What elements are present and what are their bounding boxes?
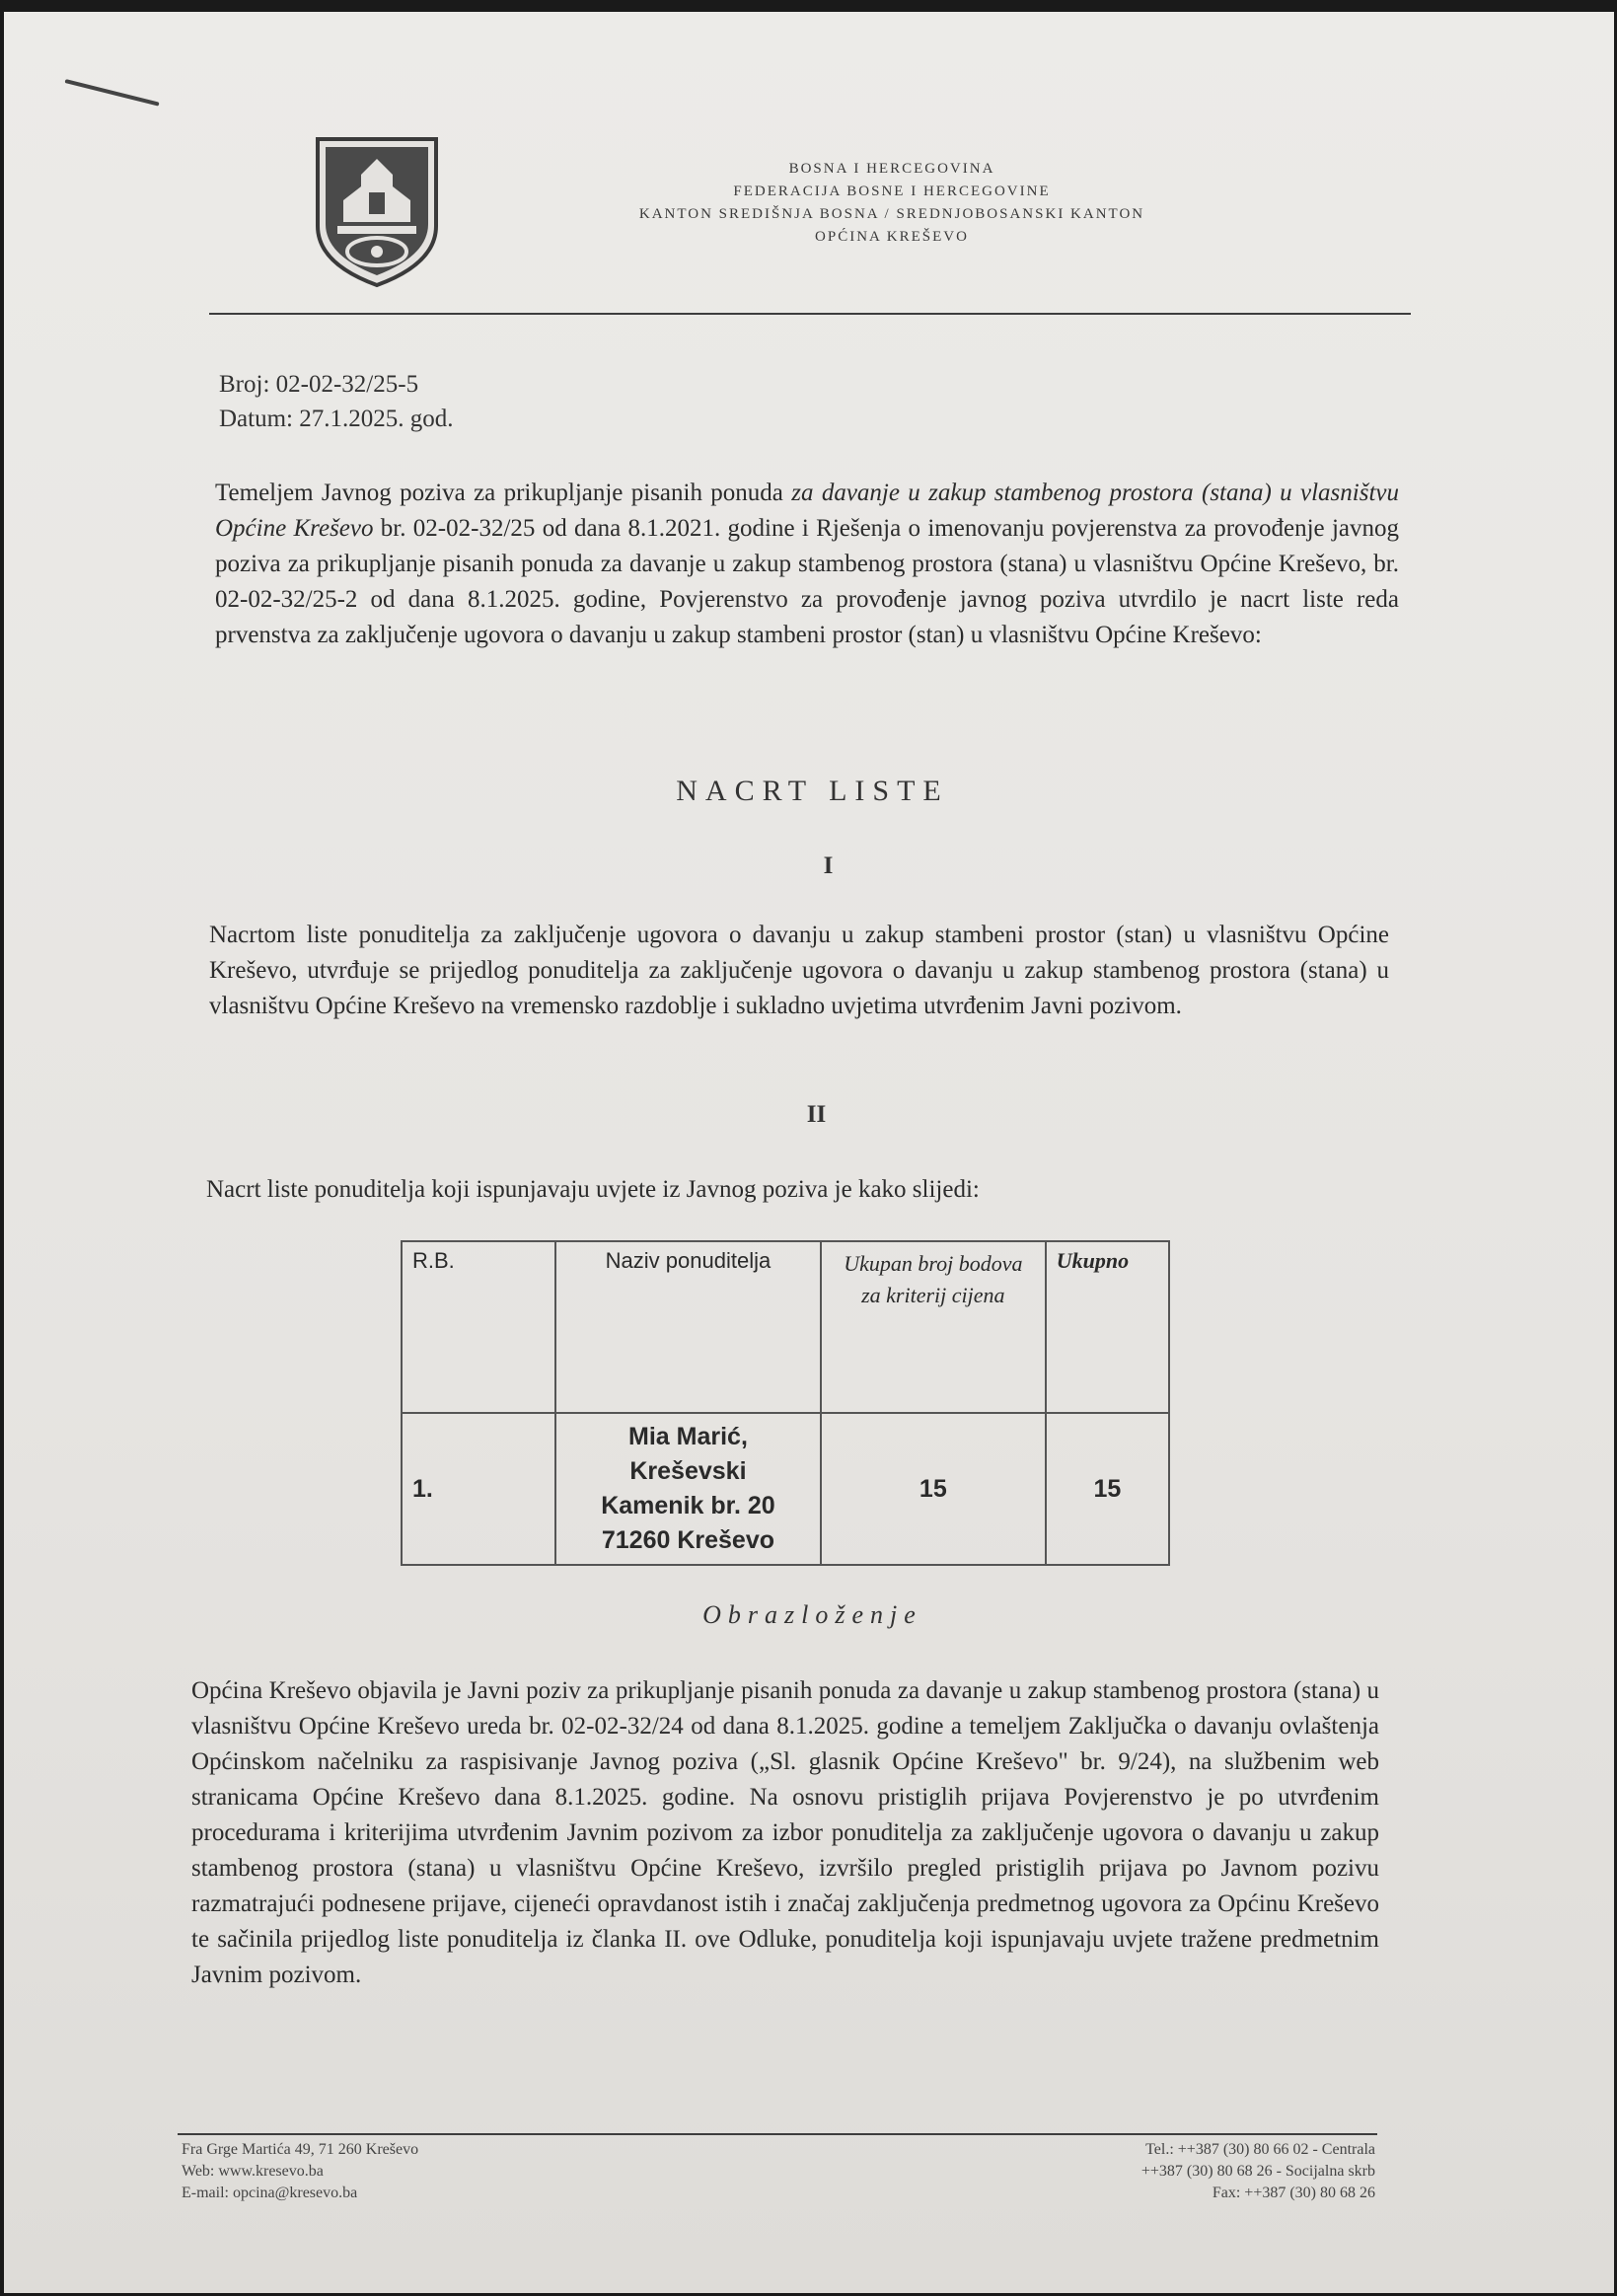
cell-naziv (555, 1413, 821, 1565)
footer-contact-right (1000, 2139, 1375, 2204)
document-page (4, 12, 1614, 2293)
footer-fax: Fax: ++387 (30) 80 68 26 (1212, 2185, 1375, 2201)
header-divider (209, 313, 1411, 315)
section-numeral-1: I (823, 852, 834, 879)
letterhead-line-municipality: OPĆINA KREŠEVO (815, 229, 969, 245)
document-date: Datum: 27.1.2025. god. (219, 406, 454, 432)
header-bodovi: Ukupan broj bodova za kriterij cijena (821, 1241, 1046, 1413)
footer-tel-central: Tel.: ++387 (30) 80 66 02 - Centrala (1145, 2141, 1375, 2158)
bidder-address-2: Kamenik br. 20 (601, 1492, 775, 1519)
section-2-paragraph: Nacrt liste ponuditelja koji ispunjavaju uvjete iz Javnog poziva je kako slijedi: (206, 1176, 980, 1203)
cell-rb: 1. (402, 1413, 555, 1565)
header-ukupno: Ukupno (1046, 1241, 1169, 1413)
table-header-row (402, 1241, 1169, 1413)
letterhead-line-country: BOSNA I HERCEGOVINA (788, 161, 995, 177)
section-numeral-2: II (806, 1101, 827, 1128)
cell-bodovi: 15 (821, 1413, 1046, 1565)
letterhead-line-canton: KANTON SREDIŠNJA BOSNA / SREDNJOBOSANSKI KANTON (638, 206, 1145, 222)
document-title: NACRT LISTE (676, 775, 949, 807)
pen-mark (65, 79, 160, 107)
table-row (402, 1413, 1169, 1565)
footer-web: Web: www.kresevo.ba (182, 2163, 324, 2180)
letterhead-line-federation: FEDERACIJA BOSNE I HERCEGOVINE (733, 184, 1051, 199)
footer-tel-social: ++387 (30) 80 68 26 - Socijalna skrb (1140, 2163, 1375, 2180)
footer-contact-left (182, 2139, 418, 2204)
explanation-paragraph: Općina Kreševo objavila je Javni poziv za prikupljanje pisanih ponuda za davanje u zakup stambenog prostora (stana) u vlasništvu Općine Kreševo ureda br. 02-02-32/24 od dana 8.1.2025. godine a temeljem Zaključka o davanju ovlaštenja Općinskom načelniku za raspisivanje Javnog poziva („Sl. glasnik Općine Kreševo" br. 9/24), na službenim web stranicama Općine Kreševo dana 8.1.2025. godine. Na osnovu pristiglih prijava Povjerenstvo je po utvrđenim procedurama i kriterijima utvrđenim Javnim pozivom za izbor ponuditelja za zaključenje ugovora o davanju u zakup stambenog prostora (stana) u vlasništvu Općine Kreševo, izvršilo pregled pristiglih prijava po Javnom pozivu razmatrajući podnesene prijave, cijeneći opravdanost istih i značaj zaključenja predmetnog ugovora za Općinu Kreševo te sačinila prijedlog liste ponuditelja iz članka II. ove Odluke, ponuditelja koji ispunjavaju uvjete tražene predmetnim Javnim pozivom. (191, 1677, 1379, 1988)
intro-text-1: Temeljem Javnog poziva za prikupljanje pisanih ponuda (215, 480, 792, 506)
bidder-list-table (401, 1240, 1170, 1566)
section-1-paragraph: Nacrtom liste ponuditelja za zaključenje ugovora o davanju u zakup stambeni prostor (stan) u vlasništvu Općine Kreševo, utvrđuje se prijedlog ponuditelja za zaključenje ugovora o davanju u zakup stambenog prostora (stana) u vlasništvu Općine Kreševo na vremensko razdoblje i sukladno uvjetima utvrđenim Javni pozivom. (209, 922, 1389, 1019)
header-rb: R.B. (402, 1241, 555, 1413)
footer-address: Fra Grge Martića 49, 71 260 Kreševo (182, 2141, 419, 2158)
bidder-address-3: 71260 Kreševo (601, 1526, 775, 1554)
intro-text-italic: za davanje u zakup stambenog prostora (stana) u vlasništvu Općine Kreševo (215, 480, 1399, 542)
bidder-name: Mia Marić, (628, 1423, 748, 1450)
bidder-address-1: Kreševski (629, 1457, 747, 1485)
intro-text-2: br. 02-02-32/25 od dana 8.1.2021. godine i Rješenja o imenovanju povjerenstva za provođenje javnog poziva za prikupljanje pisanih ponuda za davanje u zakup stambenog prostora (stana) u vlasništvu Općine Kreševo, br. 02-02-32/25-2 od dana 8.1.2025. godine, Povjerenstvo za provođenje javnog poziva utvrdilo je nacrt liste reda prvenstva za zaključenje ugovora o davanju u zakup stambeni prostor (stan) u vlasništvu Općine Kreševo: (215, 515, 1399, 648)
document-meta (219, 367, 454, 436)
document-number: Broj: 02-02-32/25-5 (219, 371, 419, 398)
footer-email: E-mail: opcina@kresevo.ba (182, 2185, 358, 2201)
intro-paragraph (215, 476, 1399, 653)
municipality-coat-of-arms-icon (314, 135, 440, 288)
letterhead (556, 158, 1227, 249)
header-naziv: Naziv ponuditelja (555, 1241, 821, 1413)
footer-divider (178, 2133, 1377, 2135)
cell-ukupno: 15 (1046, 1413, 1169, 1565)
explanation-title: Obrazloženje (702, 1600, 922, 1629)
